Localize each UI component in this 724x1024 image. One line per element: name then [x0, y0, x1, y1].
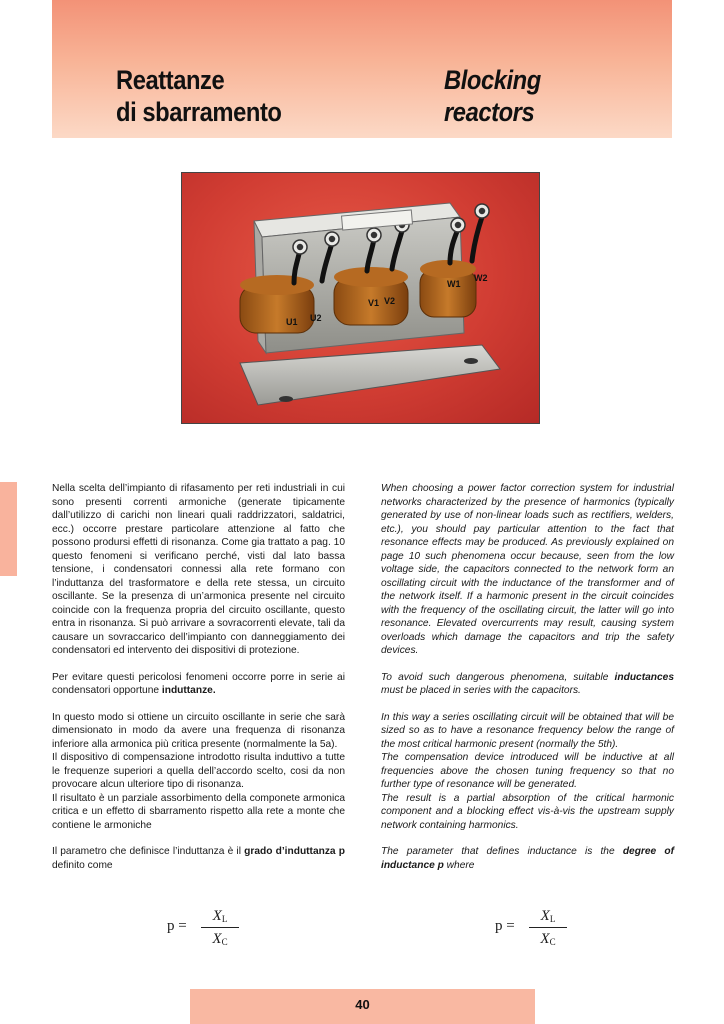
- it-p6-end: definito come: [52, 859, 113, 871]
- formula-denominator: [201, 929, 239, 949]
- it-paragraph-5: Il risultato è un parziale assorbimento della componete armonica critica e un effetto di sbarramento rispetto alla rete a monte che contiene le armoniche: [52, 792, 345, 831]
- formula-den-symbol: X: [540, 931, 550, 947]
- it-p6-text: Il parametro che definisce l’induttanza è il: [52, 846, 245, 857]
- formula-numerator: [529, 906, 567, 926]
- coil-label: V1: [368, 298, 380, 308]
- title-english: [444, 64, 541, 128]
- en-paragraph-6: [381, 845, 674, 872]
- footer-band: [190, 989, 535, 1024]
- formula-den-sub: C: [549, 937, 556, 947]
- en-paragraph-1: When choosing a power factor correction system for industrial networks characterized by the presence of harmonics (typically generated by use of non-linear loads such as rectifiers, welders, etc.), you should pay particular attention to the fact that resonance effects may be produced. As previously explained on page 10 such phenomena occur because, seen from the low voltage side, the capacitors connected to the network form an oscillating circuit with the inductance of the transformer and of the network itself. If a harmonic present in the circuit coincides with the frequency of the oscillating circuit, the latter will go into resonance. Elevated overcurrents may result, causing system overloads which damage the capacitors and trip the safety devices.: [381, 483, 674, 656]
- mounting-base: [240, 345, 500, 405]
- en-paragraph-3: In this way a series oscillating circuit will be obtained that will be sized so as to have a resonance frequency below the range of the most critical harmonic present (normally the 5th).: [381, 711, 674, 750]
- formula-lhs: p =: [495, 918, 515, 934]
- coil-label: U1: [286, 317, 298, 327]
- title-italian: [116, 64, 281, 128]
- formula-den-sub: C: [221, 937, 228, 947]
- it-p6-bold: grado d’induttanza p: [244, 846, 346, 857]
- italian-column: [52, 482, 345, 872]
- coil-label: W2: [474, 273, 488, 283]
- page-number: 40: [355, 997, 370, 1012]
- en-p2-bold: inductances: [614, 671, 674, 683]
- title-italian-line2: di sbarramento: [116, 97, 282, 127]
- formula-italian: [167, 906, 287, 950]
- formula-fraction: [201, 906, 239, 949]
- coil-label: U2: [310, 313, 322, 323]
- formula-num-symbol: X: [212, 908, 222, 924]
- formula-english: [495, 906, 615, 950]
- mount-hole-icon: [279, 396, 293, 402]
- it-paragraph-4: Il dispositivo di compensazione introdotto risulta induttivo a tutte le frequenze superiori a quella dell’accordo scelto, cosi da non provocare alcun ulteriore tipo di risonanza.: [52, 752, 345, 790]
- en-p6-end: where: [443, 859, 475, 871]
- reactor-illustration: [182, 173, 539, 423]
- coil-v: [334, 267, 408, 325]
- formula-num-sub: L: [221, 914, 228, 924]
- en-p2-end: must be placed in series with the capacitors.: [381, 685, 581, 696]
- title-english-line2: reactors: [444, 97, 535, 127]
- formula-den-symbol: X: [212, 931, 222, 947]
- it-p2-bold: induttanze.: [161, 685, 216, 696]
- en-paragraph-4: The compensation device introduced will be inductive at all frequencies above the chosen tuning frequency so that no further type of resonance will be generated.: [381, 752, 674, 790]
- en-p6-bold: degree of inductance p: [381, 846, 675, 871]
- formula-denominator: [529, 929, 567, 949]
- formula-numerator: [201, 906, 239, 926]
- title-italian-line1: Reattanze: [116, 65, 225, 95]
- en-p2-text: To avoid such dangerous phenomena, suitable: [381, 671, 615, 683]
- fraction-bar: [201, 927, 239, 928]
- formula-lhs: p =: [167, 918, 187, 934]
- side-tab-marker: [0, 482, 17, 576]
- formula-num-symbol: X: [540, 908, 550, 924]
- header-band: [52, 0, 672, 138]
- en-paragraph-2: [381, 671, 674, 698]
- it-paragraph-6: [52, 845, 345, 872]
- it-paragraph-1: Nella scelta dell’impianto di rifasamento per reti industriali in cui sono presenti correnti armoniche (generate tipicamente dall’utilizzo di carichi non lineari quali raddrizzatori, saldatrici, ecc.) occorre prestare particolare attenzione al fatto che possono prodursi effetti di risonanza. Come gia trattato a pag. 10 questo fenomeni si verificano perché, visti dal lato bassa tensione, i condensatori connessi alla rete formano con l’induttanza del trasformatore e della rete stessa, un circuito oscillante. Se la presenza di un’armonica presente nel circuito coincide con la frequenza propria del circuito oscillante, questo entra in risonanza. Si può arrivare a sovracorrenti elevate, tali da causare un sovraccarico dell’impianto con danneggiamento dei condensatori ed intervento dei dispositivi di protezione.: [52, 483, 345, 656]
- formula-fraction: [529, 906, 567, 949]
- title-english-line1: Blocking: [444, 65, 541, 95]
- product-photo: [181, 172, 540, 424]
- coil-label: V2: [384, 296, 396, 306]
- english-column: [381, 482, 674, 872]
- it-p2-text: Per evitare questi pericolosi fenomeni occorre porre in serie ai condensatori opportune: [52, 671, 345, 696]
- coil-label: W1: [447, 279, 461, 289]
- en-p6-text: The parameter that defines inductance is the: [381, 846, 623, 857]
- mount-hole-icon: [464, 358, 478, 364]
- fraction-bar: [529, 927, 567, 928]
- formula-num-sub: L: [549, 914, 556, 924]
- en-paragraph-5: The result is a partial absorption of the critical harmonic component and a blocking effect vis-à-vis the upstream supply network containing harmonics.: [381, 792, 674, 831]
- coil-u: [240, 275, 314, 333]
- it-paragraph-2: [52, 671, 345, 698]
- it-paragraph-3: In questo modo si ottiene un circuito oscillante in serie che sarà dimensionato in modo da avere una frequenza di risonanza inferiore alla armonica più critica presente (normalmente la 5a).: [52, 711, 345, 750]
